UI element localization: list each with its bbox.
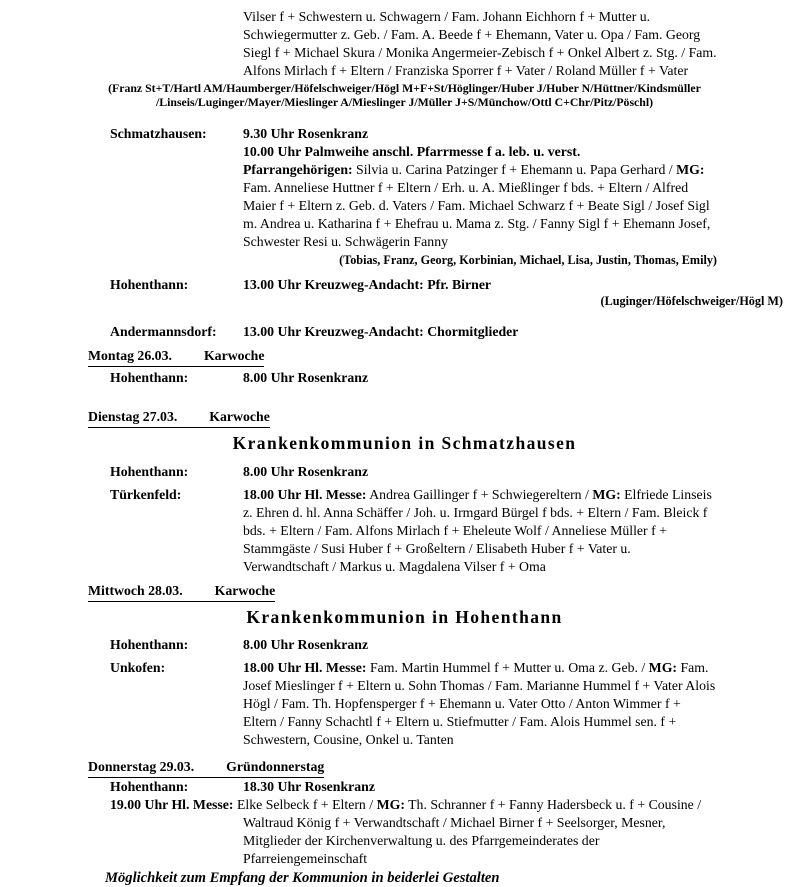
schmatzhausen-entries <box>243 125 717 268</box>
section-heading-krankenkommunion-hohenthann: Krankenkommunion in Hohenthann <box>246 607 563 627</box>
unkofen-intentions <box>243 659 717 749</box>
mittwoch-hohenthann-row <box>88 636 717 654</box>
day-heading-underline <box>88 408 270 428</box>
hohenthann-collectors: (Luginger/Höfelschweiger/Högl M) <box>600 294 783 308</box>
hohenthann-kreuzweg-entry: 13.00 Uhr Kreuzweg-Andacht: Pfr. Birner <box>243 277 492 292</box>
day-date: Donnerstag 29.03. <box>88 759 195 774</box>
day-heading-dienstag <box>88 408 717 428</box>
day-title: Karwoche <box>203 348 265 363</box>
day-heading-montag <box>88 347 717 367</box>
mg-label: MG: <box>648 660 678 675</box>
tuerkenfeld-row <box>88 486 717 576</box>
mittwoch-hohenthann-entry: 8.00 Uhr Rosenkranz <box>243 637 369 652</box>
donnerstag-hohenthann-row <box>88 778 717 796</box>
mg-label: MG: <box>376 797 405 812</box>
day-heading-donnerstag <box>88 758 717 778</box>
schmatzhausen-intentions <box>243 161 717 251</box>
palmweihe-entry: 10.00 Uhr Palmweihe anschl. Pfarrmesse f a. leb. u. verst. <box>243 144 581 159</box>
location-label-hohenthann: Hohenthann: <box>110 637 189 652</box>
mg-text: Th. Schranner f + Fanny Hadersbeck u. f + Cousine / Waltraud König f + Verwandtschaft / Michael Birner f + Seelsorger, Mesner, Mitglieder der Kirchenverwaltung u. des Pfarrgemeinderates der Pfarreiengemeinschaft <box>243 797 702 866</box>
location-label-andermannsdorf: Andermannsdorf: <box>110 324 217 339</box>
messe-label: 18.00 Uhr Hl. Messe: <box>243 487 367 502</box>
day-title: Karwoche <box>209 409 270 424</box>
day-date: Mittwoch 28.03. <box>88 583 183 598</box>
mg-label: MG: <box>592 487 621 502</box>
andermannsdorf-row <box>88 323 717 341</box>
tab-spacer <box>177 408 209 426</box>
donnerstag-hohenthann-entry: 18.30 Uhr Rosenkranz <box>243 779 375 794</box>
messe-text: Andrea Gaillinger f + Schwiegereltern / <box>366 487 593 502</box>
pfarrangehoerigen-label: Pfarrangehörigen: <box>243 162 353 177</box>
tab-spacer <box>183 582 215 600</box>
tab-spacer <box>194 758 226 776</box>
hohenthann-kreuzweg-row <box>88 276 717 294</box>
day-title: Gründonnerstag <box>226 759 325 774</box>
day-heading-mittwoch <box>88 582 717 602</box>
unkofen-row <box>88 659 717 749</box>
location-label-hohenthann: Hohenthann: <box>110 464 189 479</box>
communion-note: Möglichkeit zum Empfang der Kommunion in beiderlei Gestalten <box>105 870 500 886</box>
montag-hohenthann-row <box>88 369 717 387</box>
location-label-schmatzhausen: Schmatzhausen: <box>110 126 207 141</box>
day-date: Montag 26.03. <box>88 348 172 363</box>
mg-text: Fam. Anneliese Huttner f + Eltern / Erh. u. A. Mießlinger f bds. + Eltern / Alfred Maier f + Eltern z. Geb. d. Vaters / Fam. Michael Schwarz f + Beate Sigl / Josef Sigl m. Andrea u. Katharina f + Ehefrau u. Mama z. Stg. / Fanny Sigl f + Ehemann Josef, Schwester Resi u. Schwägerin Fanny <box>243 180 711 249</box>
collectors-note-line2: /Linseis/Luginger/Mayer/Mieslinger A/Mieslinger J/Müller J+S/Münchow/Ottl C+Chr/Pitz/Pöschl) <box>155 94 654 109</box>
ministrants-list: (Tobias, Franz, Georg, Korbinian, Michael, Lisa, Justin, Thomas, Emily) <box>339 253 717 267</box>
messe-text: Elke Selbeck f + Eltern / <box>233 797 377 812</box>
day-heading-underline <box>88 758 324 778</box>
rosenkranz-entry: 9.30 Uhr Rosenkranz <box>243 126 369 141</box>
collectors-note <box>0 82 809 109</box>
mg-label: MG: <box>676 162 705 177</box>
messe-label: 19.00 Uhr Hl. Messe: <box>110 797 234 812</box>
day-heading-underline <box>88 347 264 367</box>
day-title: Karwoche <box>214 583 276 598</box>
mass-intentions-continuation: Vilser f + Schwestern u. Schwagern / Fam. Johann Eichhorn f + Mutter u. Schwiegermutter z. Geb. / Fam. A. Beede f + Ehemann, Vater u. Opa / Fam. Georg Siegl f + Michael Skura / Monika Angermeier-Zebisch f + Onkel Albert z. Stg. / Fam. Alfons Mirlach f + Eltern / Franziska Sporrer f + Vater / Roland Müller f + Vater <box>243 9 717 78</box>
location-label-hohenthann: Hohenthann: <box>110 370 189 385</box>
day-heading-underline <box>88 582 275 602</box>
location-label-unkofen: Unkofen: <box>110 660 166 675</box>
messe-text: Fam. Martin Hummel f + Mutter u. Oma z. Geb. / <box>366 660 649 675</box>
mg-text: Fam. Josef Mieslinger f + Eltern u. Sohn Thomas / Fam. Marianne Hummel f + Vater Alois Högl / Fam. Th. Hopfensperger f + Ehemann u. Vater Otto / Anton Wimmer f + Eltern / Fanny Schachtl f + Eltern u. Stiefmutter / Fam. Alois Hummel sen. f + Schwestern, Cousine, Onkel u. Tanten <box>243 660 716 747</box>
pfarrangehoerigen-text: Silvia u. Carina Patzinger f + Ehemann u. Papa Gerhard / <box>352 162 677 177</box>
day-date: Dienstag 27.03. <box>88 409 178 424</box>
dienstag-hohenthann-row <box>88 463 717 481</box>
montag-hohenthann-entry: 8.00 Uhr Rosenkranz <box>243 370 369 385</box>
collectors-note-line1: (Franz St+T/Hartl AM/Haumberger/Höfelschweiger/Högl M+F+St/Höglinger/Huber J/Huber N/Hüttner/Kindsmüller <box>108 81 701 95</box>
location-label-tuerkenfeld: Türkenfeld: <box>110 487 182 502</box>
messe-label: 18.00 Uhr Hl. Messe: <box>243 660 367 675</box>
schmatzhausen-row <box>88 125 717 268</box>
dienstag-hohenthann-entry: 8.00 Uhr Rosenkranz <box>243 464 369 479</box>
location-label-hohenthann: Hohenthann: <box>110 277 189 292</box>
location-label-hohenthann: Hohenthann: <box>110 779 189 794</box>
donnerstag-messe-intentions <box>110 796 717 868</box>
mg-text: Elfriede Linseis z. Ehren d. hl. Anna Schäffer / Joh. u. Irmgard Bürgel f bds. + Eltern / Fam. Bleick f bds. + Eltern / Fam. Alfons Mirlach f + Eheleute Wolf / Anneliese Müller f + Stammgäste / Susi Huber f + Großeltern / Elisabeth Huber f + Vater u. Verwandtschaft / Markus u. Magdalena Vilser f + Oma <box>243 487 712 574</box>
tuerkenfeld-intentions <box>243 486 717 576</box>
tab-spacer <box>172 347 204 365</box>
andermannsdorf-entry: 13.00 Uhr Kreuzweg-Andacht: Chormitglieder <box>243 324 519 339</box>
section-heading-krankenkommunion-schmatzhausen: Krankenkommunion in Schmatzhausen <box>232 433 577 453</box>
